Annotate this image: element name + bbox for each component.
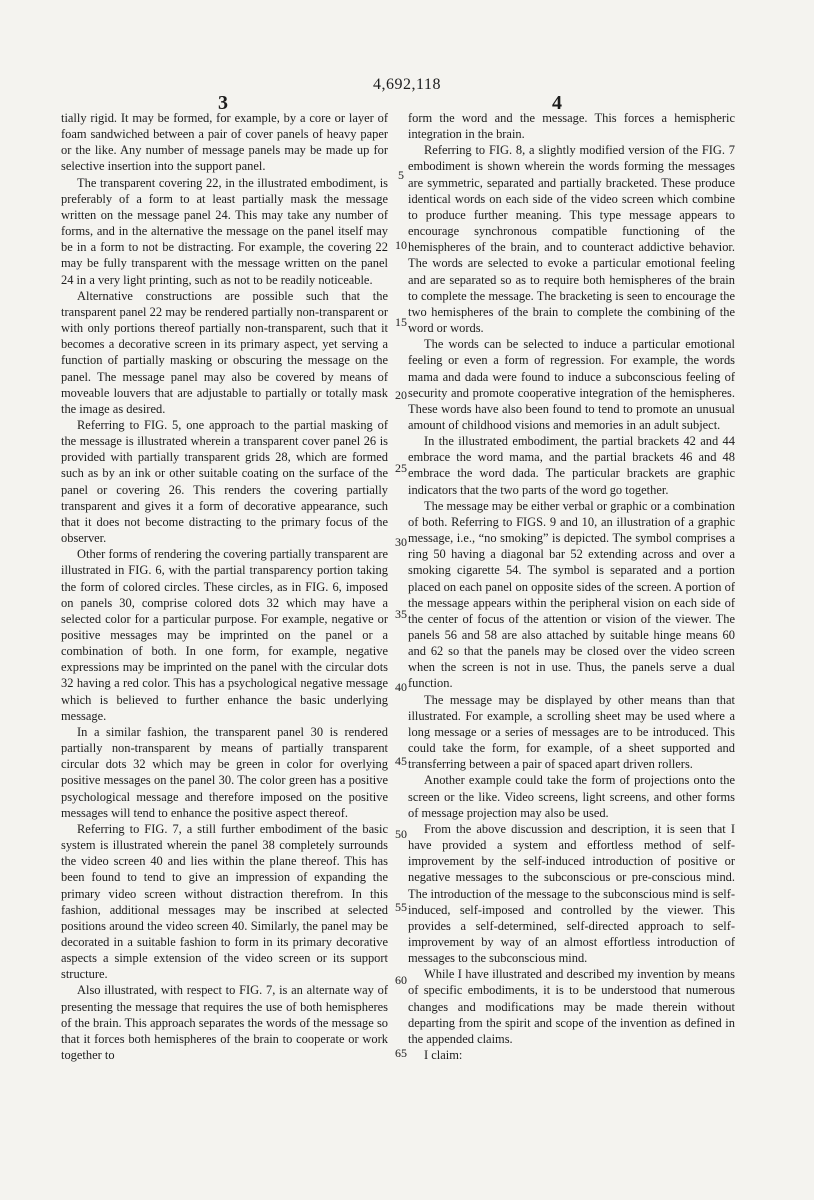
paragraph: Alternative constructions are possible such that the transparent panel 22 may be rendered partially non-transparent or with only portions thereof partially non-transparent, such that it becomes a decorative screen in its primary aspect, yet serving a function of partially masking or obscuring the message on the panel. The message panel may also be covered by means of moveable louvers that are adjustable to partially or totally mask the image as desired. xyxy=(61,288,388,416)
column-number-right: 4 xyxy=(552,92,562,114)
line-number: 45 xyxy=(395,754,407,768)
line-number: 10 xyxy=(395,238,407,252)
line-number: 15 xyxy=(395,315,407,329)
paragraph: The message may be either verbal or graphic or a combination of both. Referring to FIGS. 9 and 10, an illustration of a graphic message, i.e., “no smoking” is depicted. The symbol comprises a ring 50 having a diagonal bar 52 extending across and over a smoking cigarette 54. The symbol is separated and a portion placed on each panel on opposite sides of the screen. A portion of the message appears within the peripheral vision on each side of the center of focus of the attention or vision of the viewer. The panels 56 and 58 are also attached by suitable hinge means 60 and 62 so that the panels may be closed over the video screen when the screen is not in use. Thus, the panels serve a dual function. xyxy=(408,498,735,691)
line-number: 50 xyxy=(395,827,407,841)
line-number: 40 xyxy=(395,680,407,694)
line-number: 5 xyxy=(398,168,404,182)
paragraph: form the word and the message. This forces a hemispheric integration in the brain. xyxy=(408,111,735,142)
line-number: 20 xyxy=(395,388,407,402)
line-number: 30 xyxy=(395,535,407,549)
line-number: 65 xyxy=(395,1046,407,1060)
line-number: 55 xyxy=(395,900,407,914)
right-column xyxy=(408,110,735,1063)
paragraph: The words can be selected to induce a particular emotional feeling or even a form of regression. For example, the words mama and dada were found to induce a subconscious feeling of security and promote cooperative integration of the hemispheres. These words have also been found to tend to promote an unusual amount of childhood visions and memories in an adult subject. xyxy=(408,337,735,432)
paragraph: tially rigid. It may be formed, for example, by a core or layer of foam sandwiched between a pair of cover panels of heavy paper or the like. Any number of message panels may be made up for selective insertion into the support panel. xyxy=(61,111,388,174)
line-number: 35 xyxy=(395,607,407,621)
line-number: 60 xyxy=(395,973,407,987)
paragraph: The message may be displayed by other means than that illustrated. For example, a scrolling sheet may be used where a long message or a series of messages are to be introduced. This could take the form, for example, of a sheet supported and transferring between a pair of spaced apart driven rollers. xyxy=(408,692,735,772)
paragraph: In the illustrated embodiment, the partial brackets 42 and 44 embrace the word mama, and the partial brackets 46 and 48 embrace the word dada. The particular brackets are graphic indicators that the two parts of the word go together. xyxy=(408,434,735,497)
column-number-left: 3 xyxy=(218,92,228,114)
paragraph: The transparent covering 22, in the illustrated embodiment, is preferably of a form to at least partially mask the message written on the message panel 24. This may take any number of forms, and in the alternative the message on the panel itself may be in a form to not be distracting. For example, the covering 22 may be fully transparent with the message written on the panel 24 in a very light printing, such as not to be readily noticeable. xyxy=(61,175,388,287)
paragraph: Another example could take the form of projections onto the screen or the like. Video screens, light screens, and other forms of message projection may also be used. xyxy=(408,773,735,820)
line-number: 25 xyxy=(395,461,407,475)
paragraph: Referring to FIG. 7, a still further embodiment of the basic system is illustrated wherein the panel 38 completely surrounds the video screen 40 and lies within the plane thereof. This has been found to tend to give an impression of expanding the primary video screen without distraction therefrom. In this fashion, additional messages may be inscribed at selected positions around the video screen 40. Similarly, the panel may be decorated in a suitable fashion to form in its primary decorative aspects a simple extension of the video screen or its support structure. xyxy=(61,821,388,982)
patent-number: 4,692,118 xyxy=(373,76,441,93)
paragraph: Referring to FIG. 5, one approach to the partial masking of the message is illustrated wherein a transparent cover panel 26 is provided with partially transparent grids 28, which are formed such as by an ink or other suitable coating on the surface of the panel or covering 26. This renders the covering partially transparent and gives it a form of decorative appearance, such that it does not become distracting to the primary focus of the observer. xyxy=(61,417,388,546)
paragraph: Also illustrated, with respect to FIG. 7, is an alternate way of presenting the message that requires the use of both hemispheres of the brain. This approach separates the words of the message so that it forces both hemispheres of the brain to cooperate or work together to xyxy=(61,983,388,1063)
paragraph: Other forms of rendering the covering partially transparent are illustrated in FIG. 6, with the partial transparency portion taking the form of colored circles. These circles, as in FIG. 6, imposed on panels 30, comprise colored dots 32 which may have a selected color for a particular purpose. For example, negative or positive messages may be imprinted on the panel or a combination of both. In one form, for example, negative expressions may be imprinted on the panel with the circular dots 32 having a red color. This has a psychological negative message which is believed to further enhance the basic underlying message. xyxy=(61,547,388,723)
left-column xyxy=(61,110,388,1063)
paragraph: I claim: xyxy=(424,1048,463,1063)
paragraph: In a similar fashion, the transparent panel 30 is rendered partially non-transparent by means of partially transparent circular dots 32 which may be green in color for overlying positive messages on the panel 30. The color green has a positive psychological message and therefore imposed on the positive messages will tend to enhance the positive aspect thereof. xyxy=(61,724,388,820)
paragraph: While I have illustrated and described my invention by means of specific embodiments, it is to be understood that numerous changes and modifications may be made therein without departing from the spirit and scope of the invention as defined in the appended claims. xyxy=(408,967,735,1046)
paragraph: Referring to FIG. 8, a slightly modified version of the FIG. 7 embodiment is shown wherein the words forming the messages are symmetric, separated and partially bracketed. These produce identical words on each side of the video screen which combine to produce further meaning. This type message appears to encourage synchronous compatible functioning of the hemispheres of the brain, and to counteract addictive behavior. The words are selected to evoke a particular emotional feeling and are separated so as to require both hemispheres of the brain to complete the message. The bracketing is seen to encourage the two hemispheres of the brain to complete the combining of the word or words. xyxy=(408,143,735,336)
paragraph: From the above discussion and description, it is seen that I have provided a system and effortless method of self-improvement by the self-induced introduction of positive or negative messages to the subconscious or pre-conscious mind. The introduction of the message to the subconscious mind is self-induced, self-imposed and controlled by the viewer. This provides a self-determined, self-directed approach to self-improvement by way of an almost effortless introduction of messages to the subconscious mind. xyxy=(408,821,735,966)
